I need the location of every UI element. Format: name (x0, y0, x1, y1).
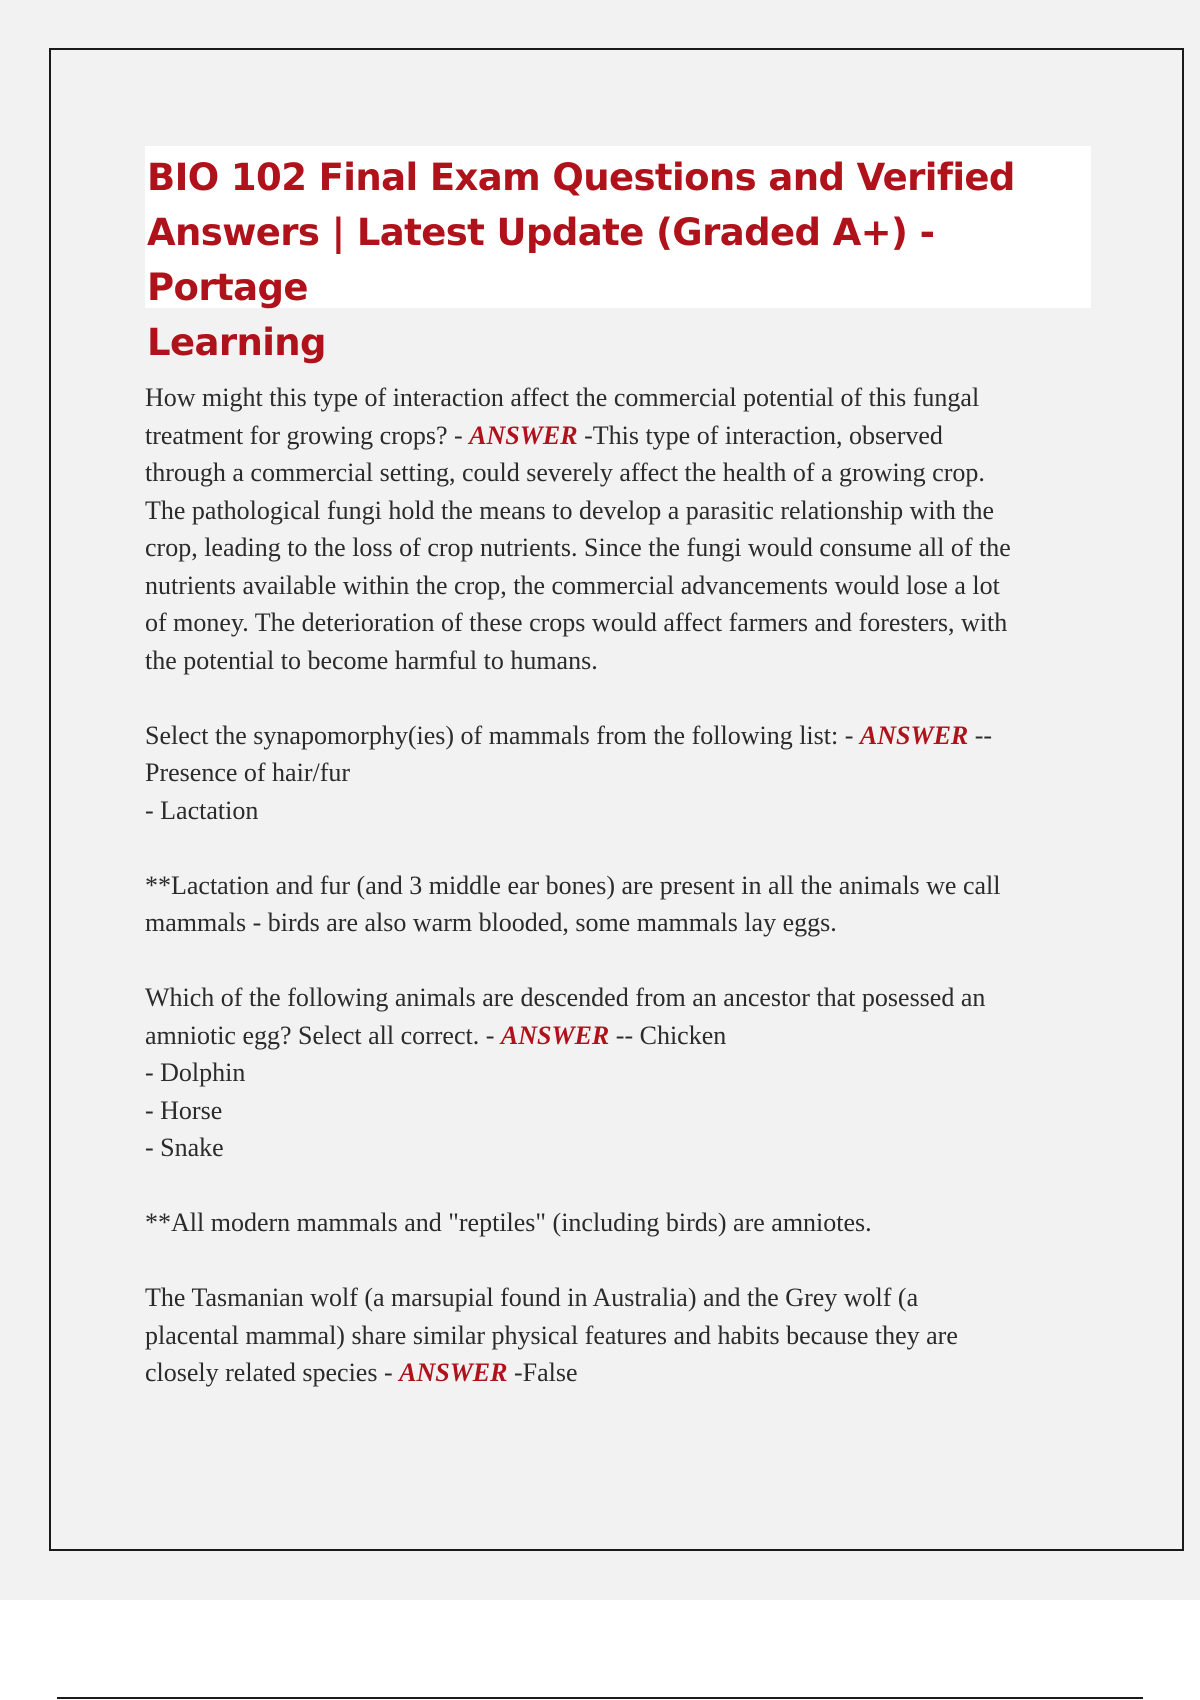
text-line: through a commercial setting, could severely affect the health of a growing crop. (145, 458, 985, 487)
answer-text: -- Chicken (609, 1020, 727, 1050)
text-line: - Horse (145, 1095, 223, 1125)
text-line: The pathological fungi hold the means to develop a parasitic relationship with the (145, 495, 995, 525)
page-separator-line (57, 1697, 1143, 1699)
answer-label: ANSWER (500, 1020, 610, 1050)
document-title (147, 150, 1089, 370)
answer-label: ANSWER (399, 1358, 508, 1387)
title-box (145, 146, 1091, 364)
text-line: **All modern mammals and "reptiles" (including birds) are amniotes. (145, 1208, 872, 1237)
answer-label: ANSWER (469, 420, 578, 450)
question-text: amniotic egg? Select all correct. - (145, 1020, 501, 1050)
question-text: treatment for growing crops? - (145, 420, 470, 450)
text-line: of money. The deterioration of these crops would affect farmers and foresters, with (145, 608, 1008, 637)
text-line: mammals - birds are also warm blooded, some mammals lay eggs. (145, 908, 837, 937)
question-text: closely related species - (145, 1358, 400, 1387)
text-line (145, 417, 1105, 455)
title-line: Learning (147, 321, 326, 364)
answer-label: ANSWER (859, 720, 969, 750)
answer-text: -This type of interaction, observed (577, 420, 943, 450)
text-line: - Lactation (145, 795, 259, 825)
text-line: - Snake (145, 1133, 224, 1162)
question-text: Select the synapomorphy(ies) of mammals from the following list: - (145, 720, 860, 750)
question-answer-4 (145, 1279, 1105, 1392)
question-answer-2 (145, 717, 1105, 830)
text-line: crop, leading to the loss of crop nutrients. Since the fungi would consume all of the (145, 533, 1011, 562)
text-line (145, 1017, 1105, 1055)
explanation-note-2 (145, 1204, 1105, 1242)
text-line: **Lactation and fur (and 3 middle ear bones) are present in all the animals we call (145, 870, 1001, 900)
title-line: BIO 102 Final Exam Questions and Verified (147, 156, 1015, 199)
explanation-note-1 (145, 867, 1105, 942)
question-answer-3 (145, 979, 1105, 1167)
text-line: nutrients available within the crop, the commercial advancements would lose a lot (145, 570, 1000, 600)
answer-text: -False (507, 1358, 578, 1387)
answer-text: -- (968, 720, 993, 750)
text-line: placental mammal) share similar physical features and habits because they are (145, 1320, 958, 1350)
text-line: How might this type of interaction affect the commercial potential of this fungal (145, 383, 980, 412)
text-line: the potential to become harmful to humans. (145, 645, 598, 675)
text-line (145, 717, 1105, 755)
text-line (145, 1354, 1105, 1392)
text-line: - Dolphin (145, 1058, 246, 1087)
question-answer-1 (145, 379, 1105, 679)
text-line: Which of the following animals are descended from an ancestor that posessed an (145, 983, 986, 1012)
text-line: Presence of hair/fur (145, 758, 351, 787)
document-body (145, 379, 1105, 1429)
text-line: The Tasmanian wolf (a marsupial found in Australia) and the Grey wolf (a (145, 1283, 919, 1312)
title-line: Answers | Latest Update (Graded A+) - Portage (147, 211, 935, 309)
